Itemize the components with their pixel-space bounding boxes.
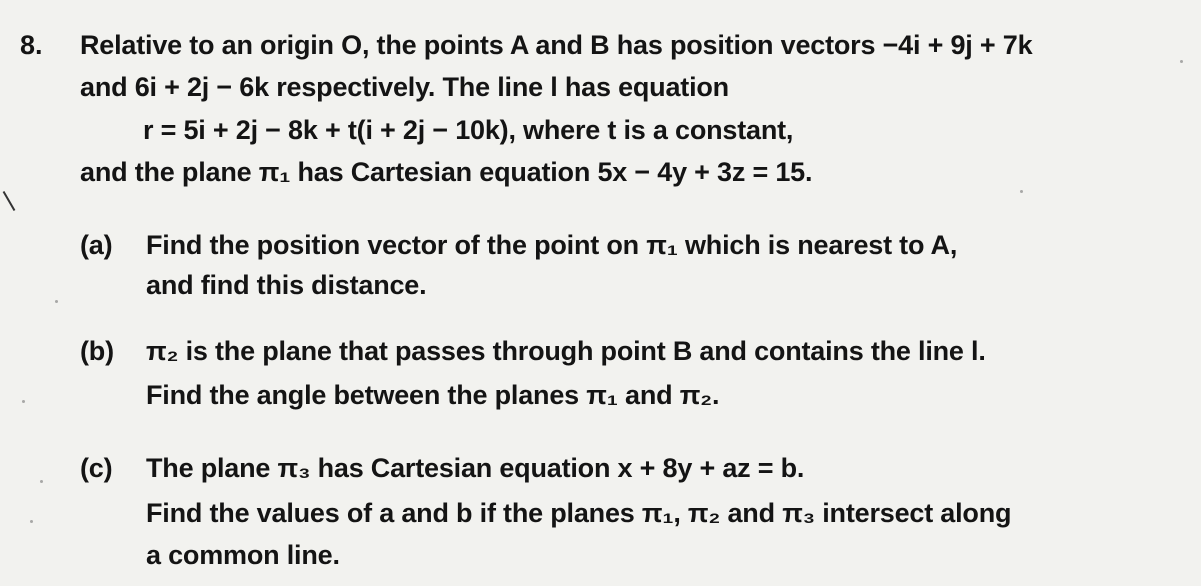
scan-speck: [40, 480, 43, 483]
scan-speck: [55, 300, 58, 303]
line-equation: r = 5i + 2j − 8k + t(i + 2j − 10k), where t is a constant,: [143, 115, 794, 145]
part-a-line-2: and find this distance.: [146, 270, 427, 300]
plane-equation: and the plane π₁ has Cartesian equation 5x − 4y + 3z = 15.: [80, 157, 813, 187]
part-a-label: (a): [80, 230, 113, 260]
part-b-line-2: Find the angle between the planes π₁ and π₂.: [146, 380, 720, 410]
part-c-line-1: The plane π₃ has Cartesian equation x + 8y + az = b.: [146, 453, 805, 483]
stem-line-2: and 6i + 2j − 6k respectively. The line l has equation: [80, 72, 729, 102]
part-a-line-1: Find the position vector of the point on π₁ which is nearest to A,: [146, 230, 958, 260]
stem-line-1: Relative to an origin O, the points A and B has position vectors −4i + 9j + 7k: [80, 30, 1033, 60]
margin-mark: [3, 191, 16, 211]
part-c-line-2: Find the values of a and b if the planes π₁, π₂ and π₃ intersect along: [146, 498, 1012, 528]
scan-speck: [30, 520, 33, 523]
scan-speck: [1020, 190, 1023, 193]
part-c-label: (c): [80, 453, 113, 483]
part-c-line-3: a common line.: [146, 540, 340, 570]
scan-speck: [22, 400, 25, 403]
question-number: 8.: [20, 30, 43, 60]
scan-speck: [1180, 60, 1183, 63]
part-b-line-1: π₂ is the plane that passes through point B and contains the line l.: [146, 336, 986, 366]
part-b-label: (b): [80, 336, 114, 366]
